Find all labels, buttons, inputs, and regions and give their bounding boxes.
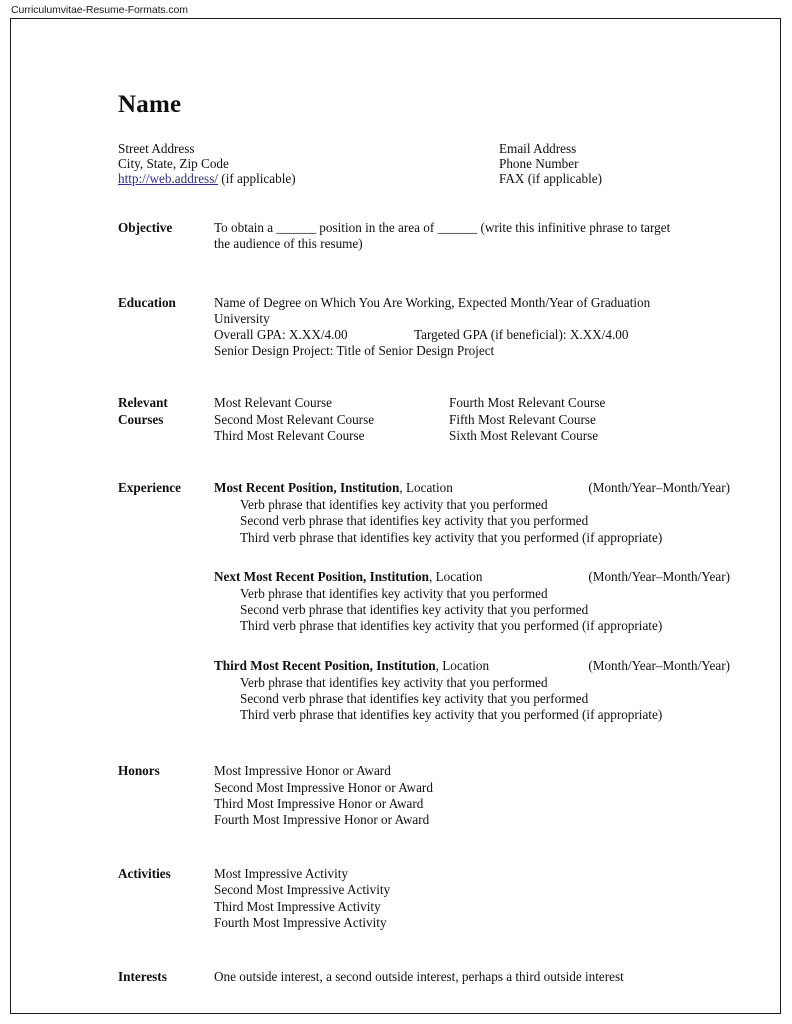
resume-page	[10, 18, 781, 1014]
course-item: Most Relevant Course	[214, 395, 332, 411]
relevant-courses-label-line-2: Courses	[118, 411, 164, 427]
spacer	[118, 723, 730, 763]
activity-item: Fourth Most Impressive Activity	[214, 914, 387, 930]
course-item: Third Most Relevant Course	[214, 427, 365, 443]
contact-column-left	[118, 141, 499, 187]
experience-dates: (Month/Year–Month/Year)	[588, 568, 730, 584]
experience-bullet: Second verb phrase that identifies key activity that you performed	[240, 690, 589, 706]
section-label-education: Education	[118, 294, 176, 310]
experience-dates: (Month/Year–Month/Year)	[588, 479, 730, 495]
course-row	[214, 428, 730, 444]
contact-block	[118, 141, 730, 187]
resume-content	[118, 91, 730, 985]
course-item: Fourth Most Relevant Course	[449, 395, 606, 411]
experience-entry-header	[214, 569, 730, 585]
spacer	[118, 828, 730, 866]
section-experience	[118, 480, 730, 723]
experience-bullet: Third verb phrase that identifies key activity that you performed (if appropriate)	[240, 618, 663, 634]
experience-title-wrap	[214, 480, 453, 496]
section-body-objective	[214, 220, 730, 252]
section-label-relevant-courses	[118, 395, 214, 444]
gpa-row	[214, 327, 730, 343]
experience-bullet: Verb phrase that identifies key activity that you performed	[240, 497, 548, 513]
experience-entry-header	[214, 658, 730, 674]
honor-item: Second Most Impressive Honor or Award	[214, 779, 433, 795]
spacer	[118, 444, 730, 480]
experience-title-wrap	[214, 658, 489, 674]
spacer	[118, 253, 730, 295]
section-label-experience: Experience	[118, 479, 181, 495]
site-watermark: Curriculumvitae-Resume-Formats.com	[11, 4, 188, 16]
page-title: Name	[118, 91, 182, 118]
experience-position: Next Most Recent Position, Institution	[214, 568, 430, 584]
contact-column-right	[499, 141, 730, 187]
interest-item: One outside interest, a second outside interest, perhaps a third outside interest	[214, 969, 624, 984]
section-body-experience	[214, 480, 730, 723]
experience-location: , Location	[435, 657, 490, 673]
experience-bullets	[214, 497, 730, 546]
honor-item: Fourth Most Impressive Honor or Award	[214, 811, 430, 827]
experience-location: , Location	[399, 479, 453, 495]
relevant-courses-label-line-1: Relevant	[118, 395, 168, 411]
web-address-link[interactable]: http://web.address/	[118, 170, 218, 186]
course-item: Sixth Most Relevant Course	[449, 427, 599, 443]
honor-item: Third Most Impressive Honor or Award	[214, 795, 424, 811]
course-item: Fifth Most Relevant Course	[449, 411, 596, 427]
experience-bullet: Third verb phrase that identifies key activity that you performed (if appropriate)	[240, 707, 663, 723]
activity-item: Third Most Impressive Activity	[214, 898, 381, 914]
objective-line-2: the audience of this resume)	[214, 236, 363, 252]
section-objective	[118, 220, 730, 252]
honor-item: Most Impressive Honor or Award	[214, 763, 391, 779]
section-activities	[118, 866, 730, 931]
spacer	[118, 931, 730, 969]
course-item: Second Most Relevant Course	[214, 411, 375, 427]
experience-bullets	[214, 586, 730, 635]
experience-bullet: Verb phrase that identifies key activity that you performed	[240, 674, 548, 690]
course-row	[214, 395, 730, 411]
experience-location: , Location	[429, 568, 483, 584]
experience-title-wrap	[214, 569, 482, 585]
spacer	[118, 359, 730, 395]
experience-bullets	[214, 675, 730, 724]
experience-position: Third Most Recent Position, Institution	[214, 657, 436, 673]
experience-bullet: Second verb phrase that identifies key activity that you performed	[240, 513, 589, 529]
section-body-activities	[214, 866, 730, 931]
experience-position: Most Recent Position, Institution	[214, 479, 400, 495]
section-relevant-courses	[118, 395, 730, 444]
section-honors	[118, 763, 730, 828]
web-address-suffix: (if applicable)	[218, 170, 296, 186]
degree-line: Name of Degree on Which You Are Working, Expected Month/Year of Graduation	[214, 294, 651, 310]
city-state-zip: City, State, Zip Code	[118, 155, 229, 171]
web-address-line	[118, 171, 499, 186]
activity-item: Most Impressive Activity	[214, 866, 349, 882]
section-body-honors	[214, 763, 730, 828]
objective-line-1: To obtain a ______ position in the area of ______ (write this infinitive phrase to target	[214, 220, 671, 236]
email-address: Email Address	[499, 140, 577, 156]
experience-bullet: Third verb phrase that identifies key activity that you performed (if appropriate)	[240, 529, 663, 545]
section-body-education	[214, 295, 730, 360]
section-body-interests	[214, 969, 730, 985]
gpa-targeted: Targeted GPA (if beneficial): X.XX/4.00	[414, 326, 629, 342]
section-label-objective: Objective	[118, 220, 173, 236]
senior-design-project: Senior Design Project: Title of Senior Design Project	[214, 343, 495, 359]
experience-bullet: Verb phrase that identifies key activity that you performed	[240, 585, 548, 601]
fax-number: FAX (if applicable)	[499, 170, 603, 186]
section-education	[118, 295, 730, 360]
phone-number: Phone Number	[499, 155, 579, 171]
section-interests	[118, 969, 730, 985]
section-body-relevant-courses	[214, 395, 730, 444]
experience-entry	[214, 480, 730, 546]
experience-bullet: Second verb phrase that identifies key activity that you performed	[240, 602, 589, 618]
course-row	[214, 412, 730, 428]
section-label-activities: Activities	[118, 866, 171, 882]
experience-entry	[214, 569, 730, 635]
section-label-honors: Honors	[118, 763, 160, 779]
street-address: Street Address	[118, 140, 195, 156]
activity-item: Second Most Impressive Activity	[214, 882, 391, 898]
section-label-interests: Interests	[118, 969, 167, 984]
experience-entry	[214, 658, 730, 724]
gpa-overall: Overall GPA: X.XX/4.00	[214, 326, 348, 342]
experience-dates: (Month/Year–Month/Year)	[588, 657, 730, 673]
experience-entry-header	[214, 480, 730, 496]
university-line: University	[214, 310, 270, 326]
